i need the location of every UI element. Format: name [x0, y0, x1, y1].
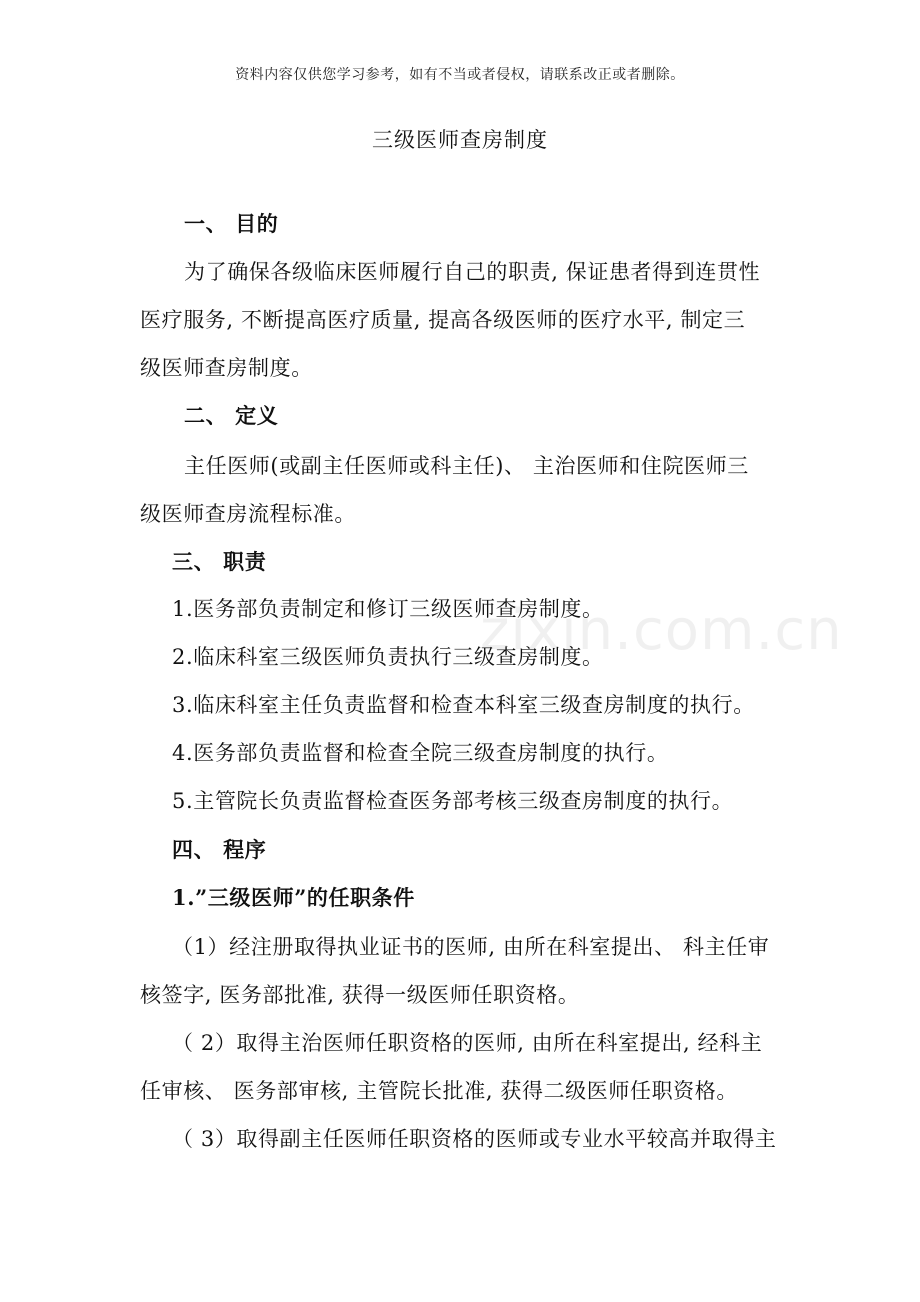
list-item: 5.主管院长负责监督检查医务部考核三级查房制度的执行。 [172, 789, 734, 813]
paragraph-line: （ 2）取得主治医师任职资格的医师, 由所在科室提出, 经科主 [172, 1031, 763, 1055]
list-item: 4.医务部负责监督和检查全院三级查房制度的执行。 [172, 741, 669, 765]
section-heading-procedure: 四、 程序 [172, 837, 267, 862]
section-heading-purpose: 一、 目的 [184, 211, 279, 236]
disclaimer-header: 资料内容仅供您学习参考，如有不当或者侵权，请联系改正或者删除。 [235, 67, 685, 83]
list-item: 3.临床科室主任负责监督和检查本科室三级查房制度的执行。 [172, 693, 755, 717]
paragraph-line: （1）经注册取得执业证书的医师, 由所在科室提出、 科主任审 [172, 935, 770, 959]
list-item: 1.医务部负责制定和修订三级医师查房制度。 [172, 597, 604, 621]
paragraph-line: （ 3）取得副主任医师任职资格的医师或专业水平较高并取得主 [172, 1127, 777, 1151]
paragraph-line: 为了确保各级临床医师履行自己的职责, 保证患者得到连贯性 [184, 260, 761, 284]
list-item: 2.临床科室三级医师负责执行三级查房制度。 [172, 645, 604, 669]
subsection-heading: 1.”三级医师”的任职条件 [172, 885, 415, 910]
watermark: zixin.com.cn [480, 598, 843, 663]
paragraph-line: 级医师查房制度。 [140, 356, 313, 380]
paragraph-line: 级医师查房流程标准。 [140, 502, 356, 526]
paragraph-line: 医疗服务, 不断提高医疗质量, 提高各级医师的医疗水平, 制定三 [140, 308, 746, 332]
paragraph-line: 核签字, 医务部批准, 获得一级医师任职资格。 [140, 983, 580, 1007]
paragraph-line: 主任医师(或副主任医师或科主任)、 主治医师和住院医师三 [184, 454, 749, 478]
page-title: 三级医师查房制度 [372, 128, 548, 152]
paragraph-line: 任审核、 医务部审核, 主管院长批准, 获得二级医师任职资格。 [140, 1079, 738, 1103]
section-heading-definition: 二、 定义 [184, 403, 279, 428]
section-heading-duties: 三、 职责 [172, 549, 267, 574]
